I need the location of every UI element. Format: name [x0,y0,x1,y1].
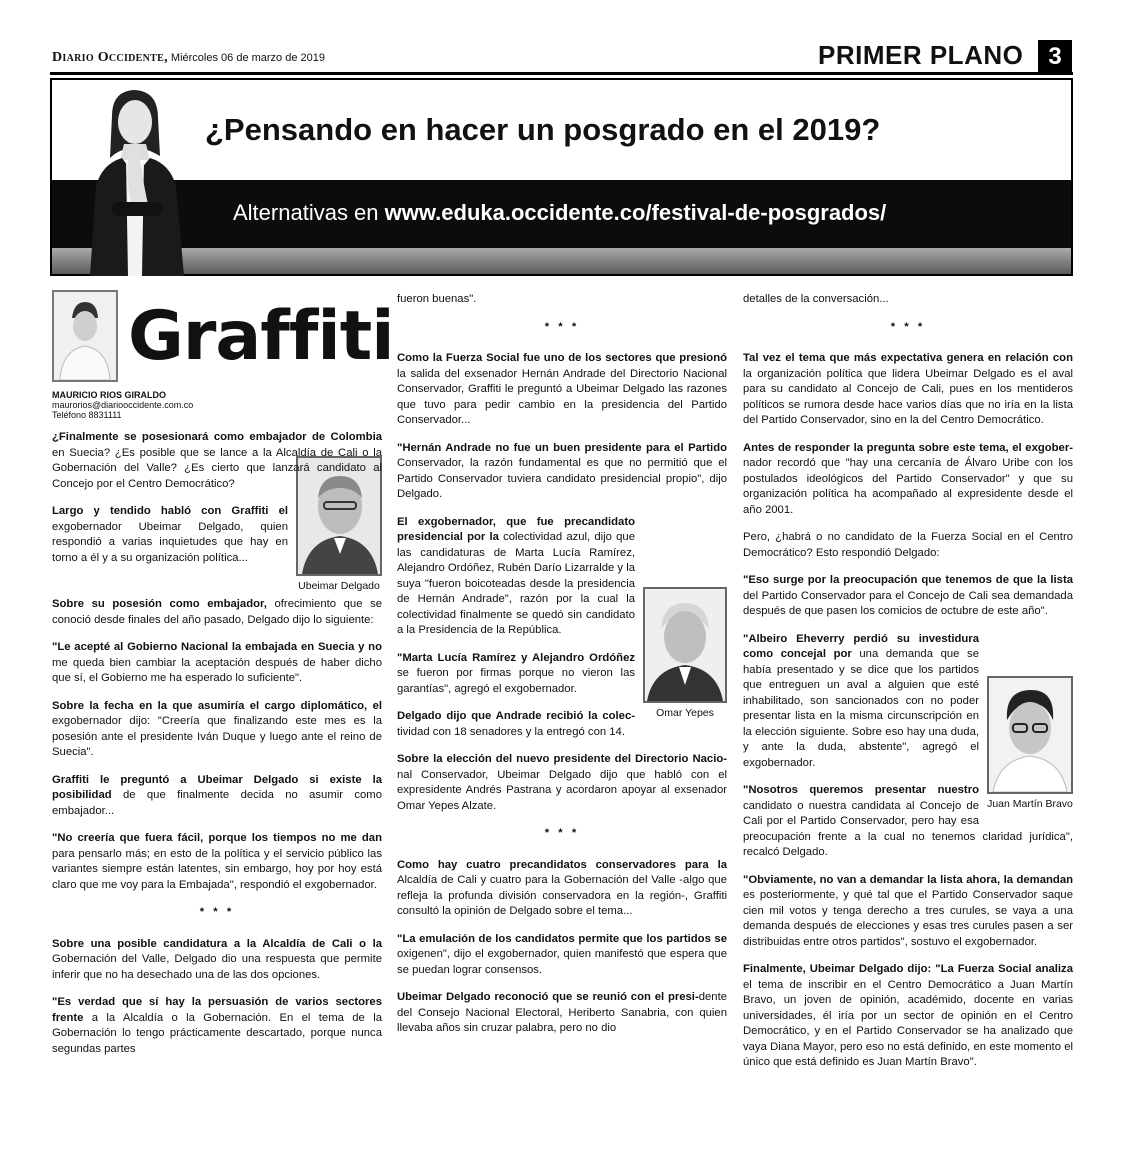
photo-caption: Juan Martín Bravo [987,797,1073,810]
paragraph: Como la Fuerza Social fue uno de los sectores que presionó la salida del exsenador Hernán Andrade del Directorio Nacional Conservador, Graffiti le preguntó a Ubeimar Delgado las razones que tuvo para pedir cambio en la presidencia del Partido Conservador... [397,352,727,426]
paragraph: "Albeiro Eheverry perdió su investidura como concejal por una demanda que se había presentado y se dice que los partidos que entreguen un aval a alguien que esté inhabilitado, son sancionados con no poder presentar lista en la misma circunscripción en la elección siguiente. Sobre eso hay una duda, y ante la duda, abstente", agregó el exgobernador. [743,632,979,769]
author-phone: Teléfono 8831111 [52,410,122,420]
paragraph: Pero, ¿habrá o no candidato de la Fuerza Social en el Centro Democrático? Esto respondió Delgado: [743,531,1073,559]
paragraph: "No creería que fuera fácil, porque los tiempos no me dan para pensarlo más; en esto de la política y el servicio público las variantes siempre están latentes, sin embargo, hoy por hoy está claro que me voy para la Embajada", respondió el exgobernador. [52,832,382,891]
issue-date: Miércoles 06 de marzo de 2019 [170,52,325,64]
column-title: Graffiti [128,297,394,376]
paragraph: Tal vez el tema que más expectativa genera en relación con la organización política que lidera Ubeimar Delgado es el aval para su candidato al Concejo de Cali, pues en los mentideros políticos se rumora desde hace varios días que no iría en la lista del Partido Conservador, sino en la del Centro Democrático. [743,352,1073,426]
woman-thinking-illustration [72,86,202,276]
section-title: PRIMER PLANO [818,40,1024,70]
paragraph: Sobre la fecha en la que asumiría el cargo diplomático, el exgobernador dijo: "Creería que finalizando este mes es la posesión ante el presidente Iván Duque y luego ante el reino de Suecia". [52,699,382,758]
paragraph: Finalmente, Ubeimar Delgado dijo: "La Fuerza Social analiza el tema de inscribir en el Centro Democrático a Juan Martín Bravo, un joven de opinión, académido, docente en varias universidades, él iría por un sector de opinión en el Centro Democrático, y en el Partido Conservador se ha analizado que vaya Diana Mayor, pero eso no está definido, en este momento el único que está definido es Juan Martín Bravo". [743,963,1073,1068]
photo-caption: Ubeimar Delgado [298,580,380,592]
paragraph: "Le acepté al Gobierno Nacional la embajada en Suecia y no me queda bien cambiar la aceptación después de haber dicho que sí, el Gobierno me ha esperado lo suficiente". [52,641,382,684]
paragraph: "La emulación de los candidatos permite que los partidos se oxigenen", dijo el exgobernador, quien manifestó que espera que se puedan lograr consensos. [397,932,727,976]
paragraph: Delgado dijo que Andrade recibió la colec-tividad con 18 senadores y la entregó con 14. [397,710,635,738]
paragraph: El exgobernador, que fue precandidato presidencial por la colectividad azul, dijo que las candidaturas de Marta Lucía Ramírez, Alejandro Ordóñez, Rubén Darío Lizarralde y la suya "fueron boicoteadas desde la presidencia de Hernán Andrade", razón por la cual la colectividad finalmente se quedó sin candidato a la Presidencia de la República. [397,515,635,636]
section-separator: * * * [544,827,580,839]
paragraph: Como hay cuatro precandidatos conservadores para la Alcaldía de Cali y cuatro para la Gobernación del Valle -algo que refleja la profunda división conservadora en la región-, Graffiti consultó la opinión de Delgado sobre el tema... [397,858,727,917]
paragraph: "Eso surge por la preocupación que tenemos de que la lista del Partido Conservador para el Concejo de Cali sea demandada después de que pasen los comicios de octubre de este año". [743,574,1073,617]
author-email[interactable]: maurorios@diariooccidente.com.co [52,400,194,410]
paragraph: "Obviamente, no van a demandar la lista ahora, la demandan es posteriormente, y qué tal que el Partido Conservador saque cien mil votos y tenga derecho a tres curules, se vaya a una demanda después de elecciones y esas tres curules pasen a ser distribuidas entre otros partidos", sostuvo el exgobernador. [743,873,1073,948]
page-number: 3 [1038,40,1072,74]
ad-subline[interactable] [233,200,886,226]
article-column-1 [52,430,382,1069]
portrait-image [645,589,725,701]
article-column-3 [743,292,1073,1083]
header-rule [50,72,1073,75]
paragraph: "Marta Lucía Ramírez y Alejandro Ordóñez se fueron por firmas porque no vieron las garantías", agregó el exgobernador. [397,651,635,695]
paragraph: "Es verdad que sí hay la persuasión de varios sectores frente a la Alcaldía o la Gobernación. En el tema de la Gobernación lo tengo prácticamente descartado, porque nunca segundas partes [52,996,382,1055]
columnist-photo [52,290,118,382]
photo-caption: Omar Yepes [656,706,714,719]
section-separator: * * * [199,906,235,918]
ad-url-link[interactable]: www.eduka.occidente.co/festival-de-posgrados/ [384,200,887,225]
paragraph: Ubeimar Delgado reconoció que se reunió con el presi-dente del Consejo Nacional Electoral, Heriberto Sanabria, con quien llevaba años sin cruzar palabra, pero no dio [397,991,727,1034]
paragraph: Antes de responder la pregunta sobre este tema, el exgober-nador recordó que "hay una cercanía de Álvaro Uribe con los postulados ideológicos del Partido Conservador" y que su organización política ha acompañado al expresidente desde el año 2001. [743,441,1073,516]
author-block [52,390,193,420]
ad-headline: ¿Pensando en hacer un posgrado en el 2019? [205,112,881,147]
paragraph: Sobre su posesión como embajador, ofrecimiento que se conoció desde finales del año pasado, Delgado dijo lo siguiente: [52,598,382,626]
paragraph: Sobre la elección del nuevo presidente del Directorio Nacio-nal Conservador, Ubeimar Delgado dijo que habló con el expresidente Andrés Pastrana y acordaron apoyar al exsenador Omar Yepes Alzate. [397,753,727,812]
ad-gradient-band [52,248,1071,276]
section-separator: * * * [890,320,926,333]
article-column-2 [397,292,727,1049]
paragraph: Largo y tendido habló con Graffiti el exgobernador Ubeimar Delgado, quien respondió a varias inquietudes que hay en torno a él y a su organización política... [52,505,288,564]
paper-name: Diario Occidente, [52,50,168,65]
author-name: MAURICIO RIOS GIRALDO [52,390,166,400]
paragraph: "Hernán Andrade no fue un buen presidente para el Partido Conservador, la razón fundamental es que no permitió que el Partido Conservador tuviera candidato presidencial propio", dijo Delgado. [397,441,727,500]
ad-banner[interactable] [50,78,1073,276]
portrait-image [989,678,1071,792]
photo-ubeimar-delgado [296,456,382,593]
paragraph: Graffiti le preguntó a Ubeimar Delgado si existe la posibilidad de que finalmente decida no asumir como embajador... [52,773,382,817]
photo-omar-yepes [643,587,727,720]
photo-juan-martin-bravo [987,676,1073,811]
masthead [52,50,325,66]
paragraph: Sobre una posible candidatura a la Alcaldía de Cali o la Gobernación del Valle, Delgado dio una respuesta que permite inferir que no ha desechado una de las dos opciones. [52,937,382,981]
paragraph: fueron buenas". [397,293,477,305]
section-separator: * * * [544,320,580,333]
paragraph: "Nosotros queremos presentar nuestro candidato o nuestra candidata al Concejo de Cali por el Partido Conservador, pero hay esa preocupación frente a la cual no tenemos claridad jurídica", recalcó Delgado. [743,784,1073,858]
paragraph: ¿Finalmente se posesionará como embajador de Colombia en Suecia? ¿Es posible que se lance a la Alcaldía de Cali o la Gobernación del Valle? ¿Es cierto que lanzará candidato al Concejo por el Centro Democrático? [52,431,382,490]
ad-sub-prefix: Alternativas en [233,200,385,225]
paragraph: detalles de la conversación... [743,293,889,305]
